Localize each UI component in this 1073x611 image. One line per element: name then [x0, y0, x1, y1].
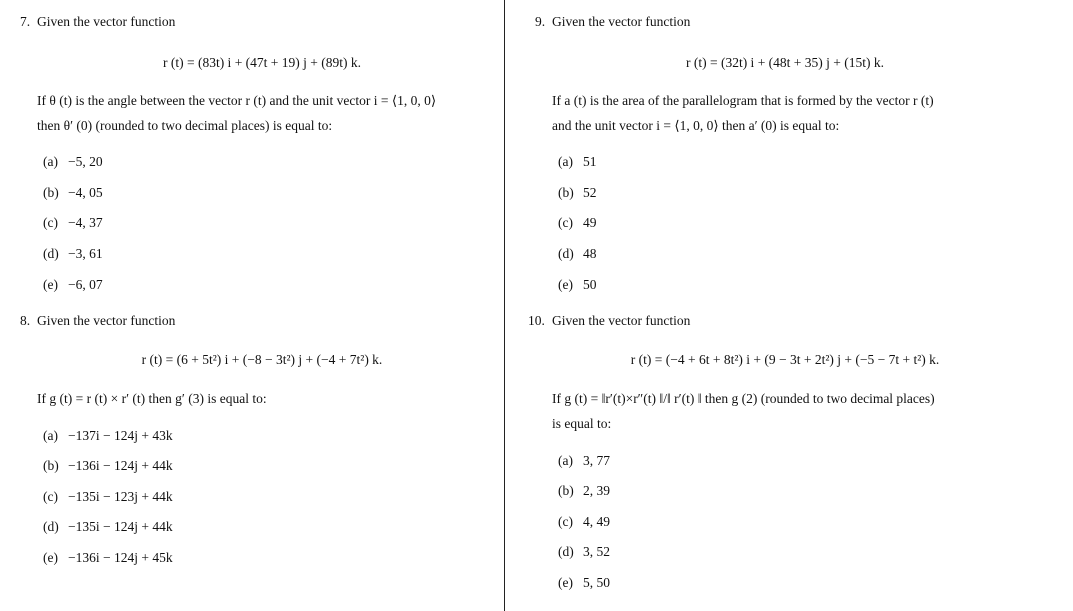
option-label: (b): [43, 185, 59, 200]
option-value: 51: [583, 154, 597, 169]
option-label: (e): [43, 277, 58, 292]
option-label: (c): [43, 489, 58, 504]
option-value: −6, 07: [68, 277, 103, 292]
question-number: 7.: [20, 14, 31, 29]
option-label: (c): [558, 514, 573, 529]
option-value: −5, 20: [68, 154, 103, 169]
question-number: 10.: [528, 313, 545, 328]
option-value: −4, 37: [68, 215, 103, 230]
option-label: (c): [43, 215, 58, 230]
question-text-line-2: then θ′ (0) (rounded to two decimal places) is equal to:: [37, 118, 333, 133]
option-label: (d): [43, 246, 59, 261]
option-label: (a): [558, 154, 573, 169]
question-heading: Given the vector function: [552, 14, 691, 29]
question-number: 8.: [20, 313, 31, 328]
option-value: −136i − 124j + 44k: [68, 458, 173, 473]
vector-formula: r (t) = (32t) i + (48t + 35) j + (15t) k.: [685, 55, 885, 70]
option-label: (b): [558, 185, 574, 200]
option-value: −135i − 124j + 44k: [68, 519, 173, 534]
option-value: 2, 39: [583, 483, 610, 498]
question-text-line-1: If g (t) = r (t) × r′ (t) then g′ (3) is equal to:: [37, 391, 267, 406]
question-number: 9.: [535, 14, 546, 29]
question-heading: Given the vector function: [37, 14, 176, 29]
vector-formula: r (t) = (−4 + 6t + 8t²) i + (9 − 3t + 2t²) j + (−5 − 7t + t²) k.: [630, 352, 940, 367]
question-text-line-1: If θ (t) is the angle between the vector r (t) and the unit vector i = ⟨1, 0, 0⟩: [37, 93, 437, 108]
option-label: (a): [43, 154, 58, 169]
option-value: −3, 61: [68, 246, 103, 261]
option-label: (e): [558, 277, 573, 292]
option-label: (b): [43, 458, 59, 473]
question-text-line-1: If a (t) is the area of the parallelogram that is formed by the vector r (t): [552, 93, 934, 108]
option-value: −137i − 124j + 43k: [68, 428, 173, 443]
option-label: (b): [558, 483, 574, 498]
option-value: 50: [583, 277, 597, 292]
option-value: 52: [583, 185, 597, 200]
option-label: (a): [43, 428, 58, 443]
option-value: 4, 49: [583, 514, 610, 529]
option-value: −136i − 124j + 45k: [68, 550, 173, 565]
option-label: (c): [558, 215, 573, 230]
option-value: 5, 50: [583, 575, 610, 590]
option-value: 48: [583, 246, 597, 261]
option-label: (a): [558, 453, 573, 468]
right-column: [505, 0, 1073, 611]
vector-formula: r (t) = (6 + 5t²) i + (−8 − 3t²) j + (−4 + 7t²) k.: [141, 352, 383, 367]
option-value: −135i − 123j + 44k: [68, 489, 173, 504]
option-label: (e): [558, 575, 573, 590]
option-label: (d): [43, 519, 59, 534]
option-value: 3, 77: [583, 453, 610, 468]
question-text-line-1: If g (t) = ‖r′(t)×r″(t) ‖/‖ r′(t) ‖ then g (2) (rounded to two decimal places): [552, 391, 935, 406]
vector-formula: r (t) = (83t) i + (47t + 19) j + (89t) k.: [162, 55, 362, 70]
option-label: (d): [558, 246, 574, 261]
option-label: (e): [43, 550, 58, 565]
question-text-line-2: is equal to:: [552, 416, 612, 431]
option-value: −4, 05: [68, 185, 103, 200]
question-heading: Given the vector function: [552, 313, 691, 328]
option-value: 3, 52: [583, 544, 610, 559]
left-column: [0, 0, 504, 611]
question-text-line-2: and the unit vector i = ⟨1, 0, 0⟩ then a′ (0) is equal to:: [552, 118, 840, 133]
option-value: 49: [583, 215, 597, 230]
option-label: (d): [558, 544, 574, 559]
question-heading: Given the vector function: [37, 313, 176, 328]
